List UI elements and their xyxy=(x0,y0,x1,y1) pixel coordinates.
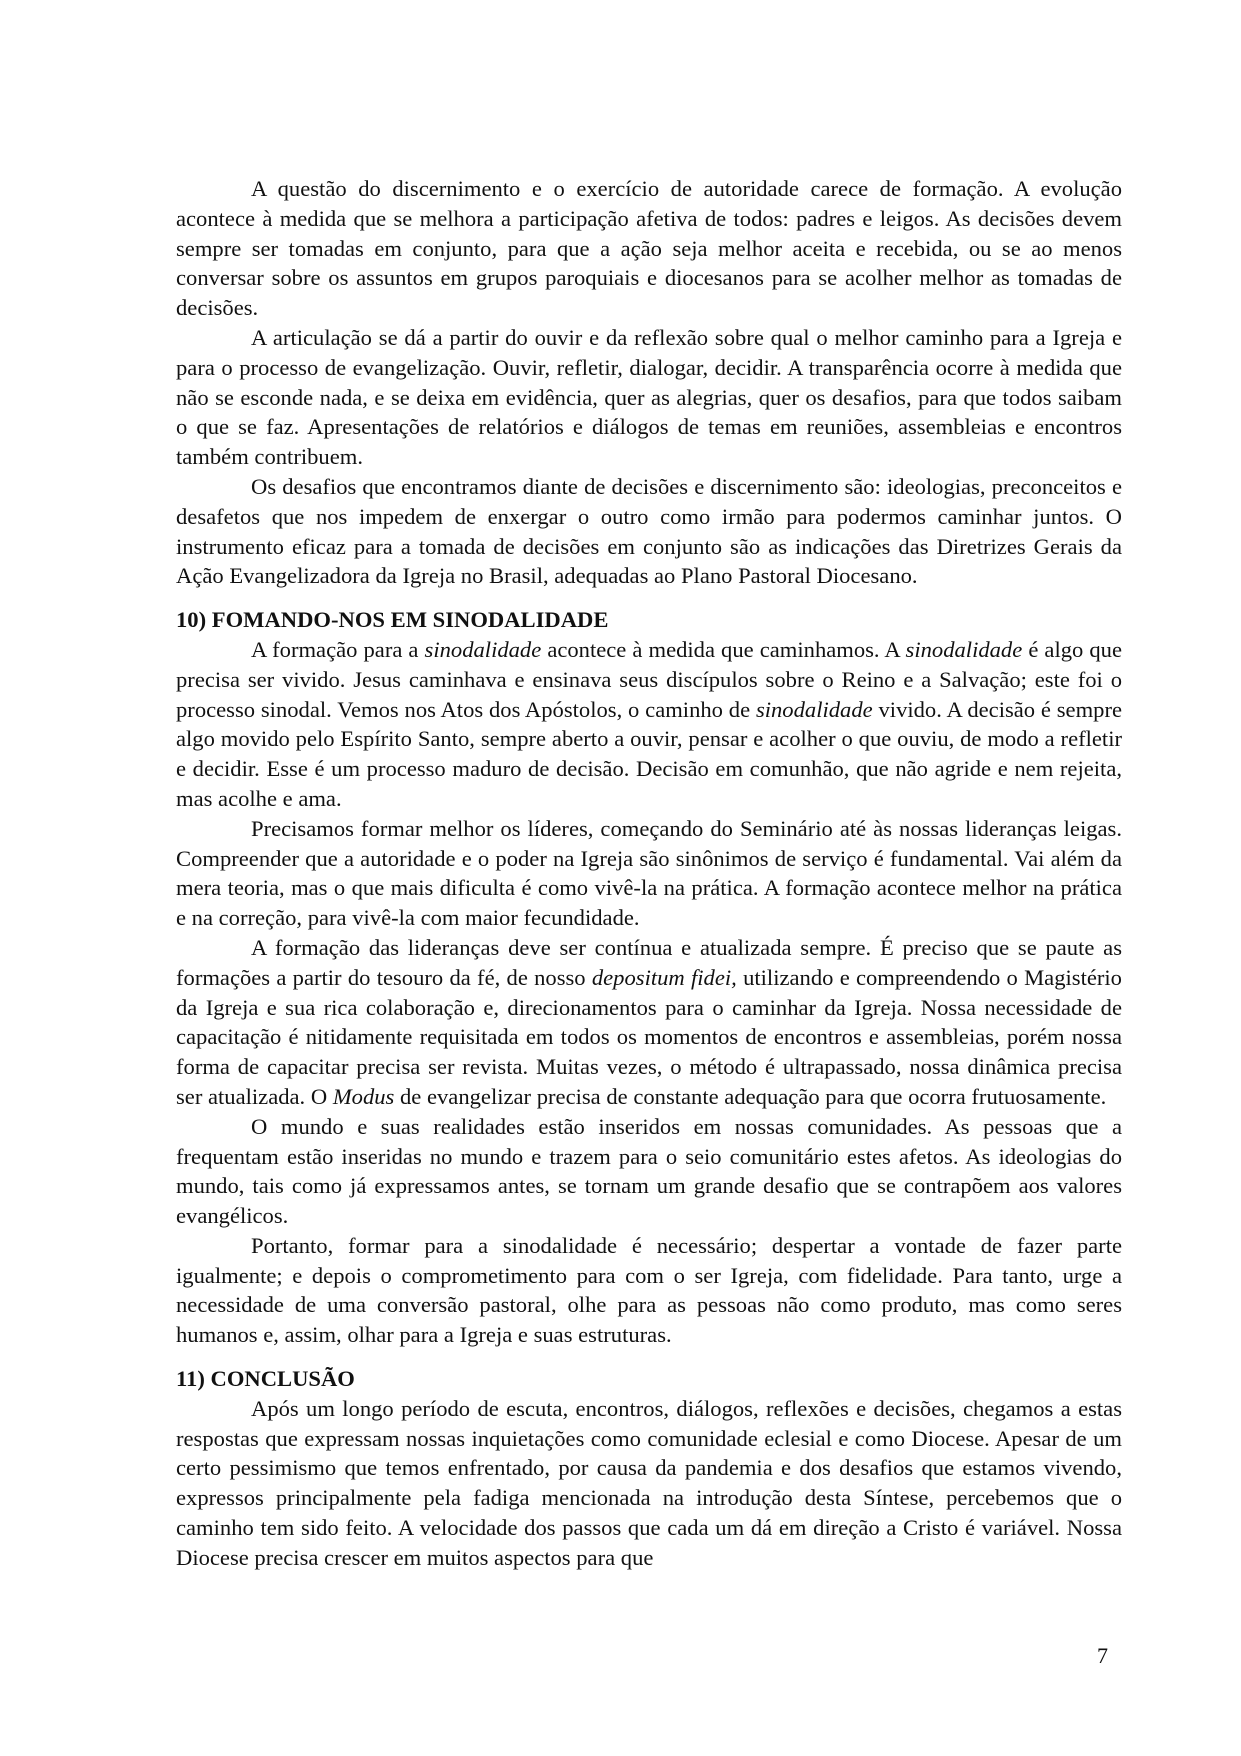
paragraph xyxy=(176,933,1122,1112)
text-run: Precisamos formar melhor os líderes, começando do Seminário até às nossas lideranças leigas. Compreender que a autoridade e o poder na Igreja são sinônimos de serviço é fundamental. Vai além da mera teoria, mas o que mais dificulta é como vivê-la na prática. A formação acontece melhor na prática e na correção, para vivê-la com maior fecundidade. xyxy=(176,815,1122,931)
italic-text-run: Modus xyxy=(332,1083,395,1109)
text-run: vivido. A decisão é sempre algo movido pelo Espírito Santo, sempre aberto a ouvir, pensar e acolher o que ouviu, de modo a refletir e decidir. Esse é um processo maduro de decisão. Decisão em comunhão, que não agride e nem rejeita, mas acolhe e ama. xyxy=(176,696,1122,811)
text-run: é algo que precisa ser vivido. Jesus caminhava e ensinava seus discípulos sobre o Reino e a Salvação; este foi o processo sinodal. Vemos nos Atos dos Apóstolos, o caminho de xyxy=(176,636,1122,722)
paragraph xyxy=(176,1231,1122,1350)
text-run: A questão do discernimento e o exercício de autoridade carece de formação. A evolução acontece à medida que se melhora a participação afetiva de todos: padres e leigos. As decisões devem sempre ser tomadas em conjunto, para que a ação seja melhor aceita e recebida, ou se ao menos conversar sobre os assuntos em grupos paroquiais e diocesanos para se acolher melhor as tomadas de decisões. xyxy=(176,176,1122,321)
text-run: de evangelizar precisa de constante adequação para que ocorra frutuosamente. xyxy=(394,1083,1107,1109)
page-content xyxy=(176,174,1122,1573)
paragraph xyxy=(176,323,1122,472)
text-run: Após um longo período de escuta, encontros, diálogos, reflexões e decisões, chegamos a estas respostas que expressam nossas inquietações como comunidade eclesial e como Diocese. Apesar de um certo pessimismo que temos enfrentado, por causa da pandemia e dos desafios que estamos vivendo, expressos principalmente pela fadiga mencionada na introdução desta Síntese, percebemos que o caminho tem sido feito. A velocidade dos passos que cada um dá em direção a Cristo é variável. Nossa Diocese precisa crescer em muitos aspectos para que xyxy=(176,1395,1122,1570)
italic-text-run: sinodalidade xyxy=(424,636,542,662)
text-run: acontece à medida que caminhamos. A xyxy=(541,636,906,662)
text-run: utilizando e compreendendo o Magistério da Igreja e sua rica colaboração e, direcionamentos para o caminhar da Igreja. Nossa necessidade de capacitação é nitidamente requisitada em todos os momentos de encontros e assembleias, porém nossa forma de capacitar precisa ser revista. Muitas vezes, o método é ultrapassado, nossa dinâmica precisa ser atualizada. O xyxy=(176,964,1122,1109)
italic-text-run: sinodalidade xyxy=(755,696,873,722)
text-run: A articulação se dá a partir do ouvir e da reflexão sobre qual o melhor caminho para a Igreja e para o processo de evangelização. Ouvir, refletir, dialogar, decidir. A transparência ocorre à medida que não se esconde nada, e se deixa em evidência, quer as alegrias, quer os desafios, para que todos saibam o que se faz. Apresentações de relatórios e diálogos de temas em reuniões, assembleias e encontros também contribuem. xyxy=(176,324,1122,470)
section-spacer xyxy=(176,1350,1122,1364)
italic-text-run: depositum fidei, xyxy=(591,964,737,990)
text-run: A formação das lideranças deve ser contínua e atualizada sempre. É preciso que se paute as formações a partir do tesouro da fé, de nosso xyxy=(176,934,1122,990)
text-run: Portanto, formar para a sinodalidade é necessário; despertar a vontade de fazer parte igualmente; e depois o comprometimento para com o ser Igreja, com fidelidade. Para tanto, urge a necessidade de uma conversão pastoral, olhe para as pessoas não como produto, mas como seres humanos e, assim, olhar para a Igreja e suas estruturas. xyxy=(176,1232,1122,1348)
paragraph xyxy=(176,814,1122,933)
section-heading-11: 11) CONCLUSÃO xyxy=(176,1366,355,1392)
page-number: 7 xyxy=(1097,1643,1108,1668)
paragraph xyxy=(176,174,1122,323)
text-run: O mundo e suas realidades estão inseridos em nossas comunidades. As pessoas que a frequentam estão inseridas no mundo e trazem para o seio comunitário estes afetos. As ideologias do mundo, tais como já expressamos antes, se tornam um grande desafio que se contrapõem aos valores evangélicos. xyxy=(176,1113,1122,1229)
italic-text-run: sinodalidade xyxy=(905,636,1023,662)
text-run: Os desafios que encontramos diante de decisões e discernimento são: ideologias, preconceitos e desafetos que nos impedem de enxergar o outro como irmão para podermos caminhar juntos. O instrumento eficaz para a tomada de decisões em conjunto são as indicações das Diretrizes Gerais da Ação Evangelizadora da Igreja no Brasil, adequadas ao Plano Pastoral Diocesano. xyxy=(176,473,1122,589)
paragraph xyxy=(176,1112,1122,1231)
section-spacer xyxy=(176,591,1122,605)
paragraph xyxy=(176,1394,1122,1573)
text-run: A formação para a xyxy=(251,636,425,662)
section-heading-10: 10) FOMANDO-NOS EM SINODALIDADE xyxy=(176,607,609,633)
paragraph xyxy=(176,635,1122,814)
paragraph xyxy=(176,472,1122,591)
